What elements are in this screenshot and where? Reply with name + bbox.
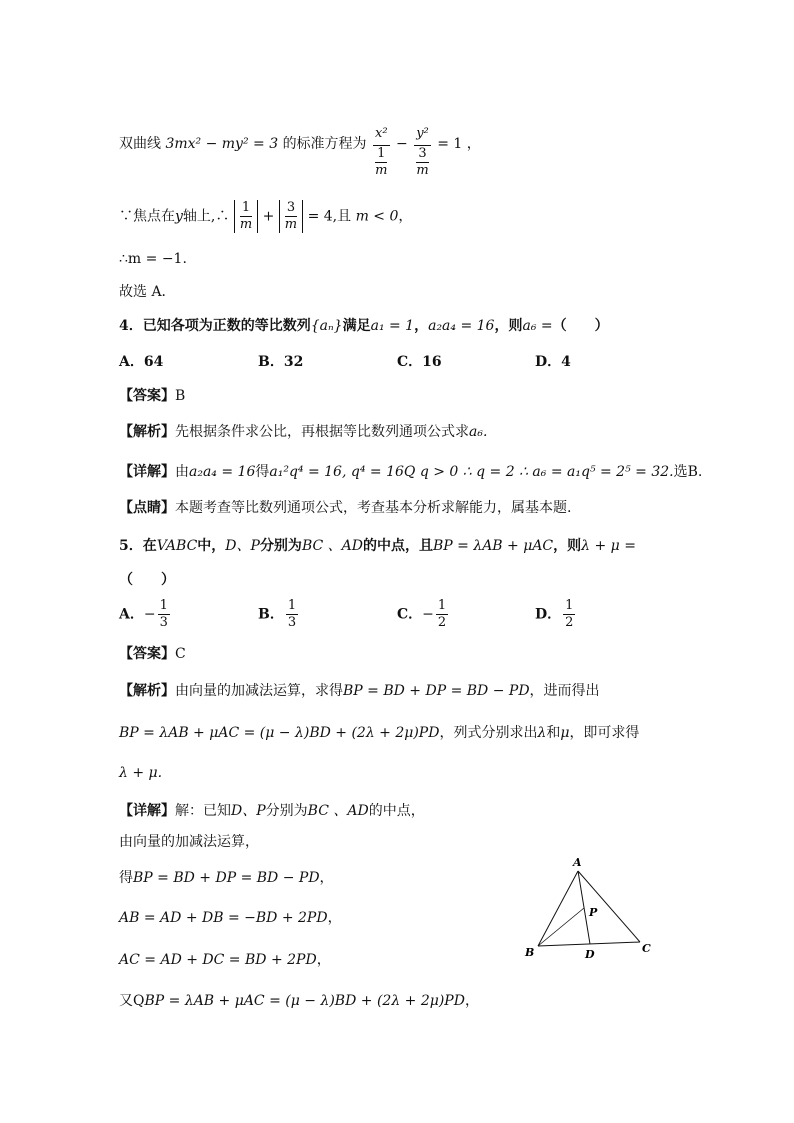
q5-eq2: AB = AD + DB = −BD + 2PD	[119, 910, 328, 926]
focus-axis: y	[175, 208, 183, 225]
q5-option-b-num: 1	[287, 598, 297, 613]
q4-stem: 4．已知各项为正数的等比数列{aₙ}满足a₁ = 1，a₂a₄ = 16，则a₆ =（ ）	[119, 318, 609, 334]
q5-eq3-end: ，	[316, 952, 331, 968]
y-inner-denominator: m	[416, 163, 429, 178]
one-over-m-denominator: m	[239, 217, 253, 232]
q5-detail-line	[119, 801, 425, 821]
q5-option-c	[397, 598, 450, 631]
q4-paren: （ ）	[552, 318, 609, 334]
q4-detail-get: 得	[255, 464, 270, 480]
q5-analysis-equation: BP = λAB + μAC = (μ − λ)BD + (2λ + 2μ)PD	[119, 725, 440, 741]
q5-eq2-line	[119, 908, 342, 928]
q4-analysis-var: a₆.	[469, 424, 488, 440]
q4-comment: 本题考查等比数列通项公式，考查基本分析求解能力，属基本题.	[175, 500, 572, 516]
q4-stem-then: ，则	[494, 318, 523, 334]
focus-line: ∵焦点在y轴上,∴ $\frac{1}{m}$ + $\frac{3}{m}$ = 4,且 m < 0，	[119, 200, 413, 232]
focus-prefix: ∵焦点在	[119, 208, 175, 225]
choose-line: 故选 A．	[119, 284, 176, 300]
q5-stem	[119, 536, 636, 556]
q4-detail-choose: 选B.	[673, 464, 703, 480]
point-p-label: P	[589, 906, 598, 919]
one-over-m-numerator: 1	[240, 200, 252, 217]
q5-segments: BC 、AD	[301, 538, 363, 554]
y-fraction-numerator: y²	[414, 123, 431, 146]
abs-three-over-m	[279, 200, 303, 233]
focus-plus: +	[262, 208, 275, 225]
q5-eq1-prefix: 得	[119, 870, 133, 886]
q5-analysis-then: ，进而得出	[529, 683, 600, 699]
q4-answer-tag: 【答案】	[119, 388, 175, 404]
q5-option-c-num: 1	[437, 598, 447, 613]
q5-points: D、P	[225, 538, 260, 554]
q5-option-d-label: D．	[535, 606, 562, 623]
q5-eq4-line	[119, 991, 479, 1011]
q5-vector-equation: BP = λAB + μAC	[432, 538, 554, 554]
q5-analysis-line3: λ + μ.	[119, 765, 163, 781]
q5-option-d-den: 2	[565, 615, 574, 630]
q5-detail-midpoints: 的中点，	[368, 803, 425, 819]
q4-analysis: 先根据条件求公比，再根据等比数列通项公式求	[175, 424, 469, 440]
focus-condition: m < 0	[355, 208, 399, 225]
q4-option-b: B．32	[258, 354, 304, 370]
x-fraction-numerator: x²	[373, 123, 390, 146]
q5-option-a-num: 1	[159, 598, 168, 613]
q5-stem-then: ，则	[553, 538, 582, 554]
focus-end: ，	[398, 208, 413, 225]
q4-stem-text: 4．已知各项为正数的等比数列	[119, 318, 311, 334]
q5-analysis-vector: BP = BD + DP = BD − PD	[343, 683, 530, 699]
q5-option-d-num: 1	[565, 598, 574, 613]
focus-and: 且	[337, 208, 352, 225]
q5-stem-in: 5．在	[119, 538, 157, 554]
q4-answer: B	[175, 388, 186, 404]
q5-answer-line	[119, 644, 186, 664]
q5-analysis-lambda: λ	[537, 725, 547, 741]
q5-option-b-label: B．	[258, 606, 284, 623]
q5-eq3-line	[119, 950, 331, 970]
q5-eq2-end: ，	[327, 910, 342, 926]
three-over-m	[285, 200, 297, 233]
focus-mid: 轴上,∴	[182, 208, 230, 225]
q5-analysis-obtain: ，即可求得	[569, 725, 640, 741]
q5-detail-known: 解：已知	[175, 803, 231, 819]
x-fraction-denominator	[373, 146, 390, 179]
q4-comment-tag: 【点睛】	[119, 500, 175, 516]
q4-analysis-line	[119, 422, 487, 442]
q4-detail-steps: a₁²q⁴ = 16, q⁴ = 16Q q > 0 ∴ q = 2 ∴ a₆ = a₁q⁵ = 2⁵ = 32.	[269, 464, 674, 480]
q5-option-a-sign: −	[143, 606, 156, 623]
side-ac	[578, 871, 640, 942]
q5-analysis-and: 和	[546, 725, 561, 741]
q5-answer: C	[175, 646, 186, 662]
q4-detail-line	[119, 462, 702, 482]
q5-option-b-den: 3	[287, 615, 297, 630]
q5-paren-line: （ ）	[119, 572, 175, 588]
q5-option-b-fraction	[286, 598, 298, 631]
y-inner-numerator: 3	[416, 146, 428, 163]
q5-eq1-end: ，	[319, 870, 334, 886]
point-d-label: D	[585, 948, 595, 961]
hyperbola-rhs: = 1	[437, 136, 463, 152]
hyperbola-equation: 3mx² − my² = 3	[165, 136, 279, 152]
q5-option-c-fraction	[436, 598, 448, 631]
three-over-m-numerator: 3	[285, 200, 297, 217]
q5-option-a-fraction	[158, 598, 170, 631]
q5-eq1: BP = BD + DP = BD − PD	[133, 870, 320, 886]
x-inner-fraction	[375, 146, 387, 179]
q5-option-b	[258, 598, 300, 631]
q5-detail-tag: 【详解】	[119, 803, 175, 819]
q5-eq4-prefix: 又Q	[119, 993, 145, 1009]
q5-stem-of: 中，	[197, 538, 226, 554]
q5-option-c-den: 2	[437, 615, 447, 630]
q5-eq4: BP = λAB + μAC = (μ − λ)BD + (2λ + 2μ)PD	[144, 993, 465, 1009]
q5-option-a-label: A．	[119, 606, 144, 623]
q5-option-c-sign: −	[422, 606, 434, 623]
q4-option-c: C．16	[397, 354, 442, 370]
q4-detail-tag: 【详解】	[119, 464, 175, 480]
q5-analysis-solve: ，列式分别求出	[439, 725, 538, 741]
triangle-figure	[520, 852, 660, 962]
q5-eq4-end: ，	[464, 993, 479, 1009]
q5-analysis-text: 由向量的加减法运算，求得	[175, 683, 343, 699]
q5-detail-segments: BC 、AD	[307, 803, 369, 819]
segment-bp	[538, 908, 584, 946]
x-inner-numerator: 1	[375, 146, 387, 163]
hyperbola-prefix: 双曲线	[119, 136, 161, 152]
q5-analysis-mu: μ	[560, 725, 570, 741]
focus-equals-four: = 4	[307, 208, 333, 225]
q5-analysis-line	[119, 681, 600, 701]
q5-analysis-tag: 【解析】	[119, 683, 175, 699]
q4-target: a₆ =	[522, 318, 553, 334]
q5-option-a-den: 3	[159, 615, 168, 630]
q5-eq3: AC = AD + DC = BD + 2PD	[119, 952, 317, 968]
q5-target: λ + μ =	[581, 538, 636, 554]
q5-detail-points: D、P	[231, 803, 266, 819]
q4-detail-given: a₂a₄ = 16	[189, 464, 256, 480]
q4-option-a: A．64	[119, 354, 164, 370]
m-result-line: ∴m = −1.	[119, 251, 187, 267]
q4-sequence: {aₙ}	[310, 318, 343, 334]
q5-option-d-fraction	[563, 598, 575, 631]
q4-condition-1: a₁ = 1	[370, 318, 415, 334]
q4-option-d: D．4	[535, 354, 571, 370]
q4-analysis-tag: 【解析】	[119, 424, 175, 440]
vertex-a-label: A	[573, 856, 582, 869]
y-inner-fraction	[416, 146, 428, 179]
q5-stem-are: 分别为	[259, 538, 302, 554]
abs-one-over-m	[234, 200, 258, 233]
q5-triangle: VABC	[156, 538, 198, 554]
q5-option-a	[119, 598, 172, 631]
q4-condition-2: a₂a₄ = 16	[428, 318, 495, 334]
three-over-m-denominator: m	[284, 217, 298, 232]
side-bc	[538, 942, 640, 946]
q4-comment-line	[119, 498, 571, 518]
hyperbola-line: 双曲线 3mx² − my² = 3 的标准方程为 $\frac{\text{x²}}{\frac{1}{m}}$ − $\frac{\text{y²}}{\frac{3}{m}}$ = 1 ，	[119, 123, 481, 179]
side-ab	[538, 871, 578, 946]
q5-analysis-line2	[119, 723, 639, 743]
one-over-m	[240, 200, 252, 233]
y-fraction	[414, 123, 431, 179]
q5-stem-midpoints: 的中点，且	[362, 538, 433, 554]
q5-eq1-line	[119, 868, 334, 888]
q5-detail-line2: 由向量的加减法运算，	[119, 834, 259, 850]
q5-option-d	[535, 598, 577, 631]
hyperbola-mid-text: 的标准方程为	[282, 136, 367, 152]
vertex-c-label: C	[642, 942, 651, 955]
vertex-b-label: B	[525, 946, 535, 959]
q4-answer-line	[119, 386, 185, 406]
x-inner-denominator: m	[375, 163, 388, 178]
y-fraction-denominator	[414, 146, 431, 179]
q4-stem-satisfy: 满足	[342, 318, 371, 334]
q5-answer-tag: 【答案】	[119, 646, 175, 662]
q5-option-c-label: C．	[397, 606, 423, 623]
x-fraction	[373, 123, 390, 179]
q5-detail-are: 分别为	[265, 803, 308, 819]
hyperbola-end: ，	[466, 136, 481, 152]
q4-detail-by: 由	[175, 464, 189, 480]
